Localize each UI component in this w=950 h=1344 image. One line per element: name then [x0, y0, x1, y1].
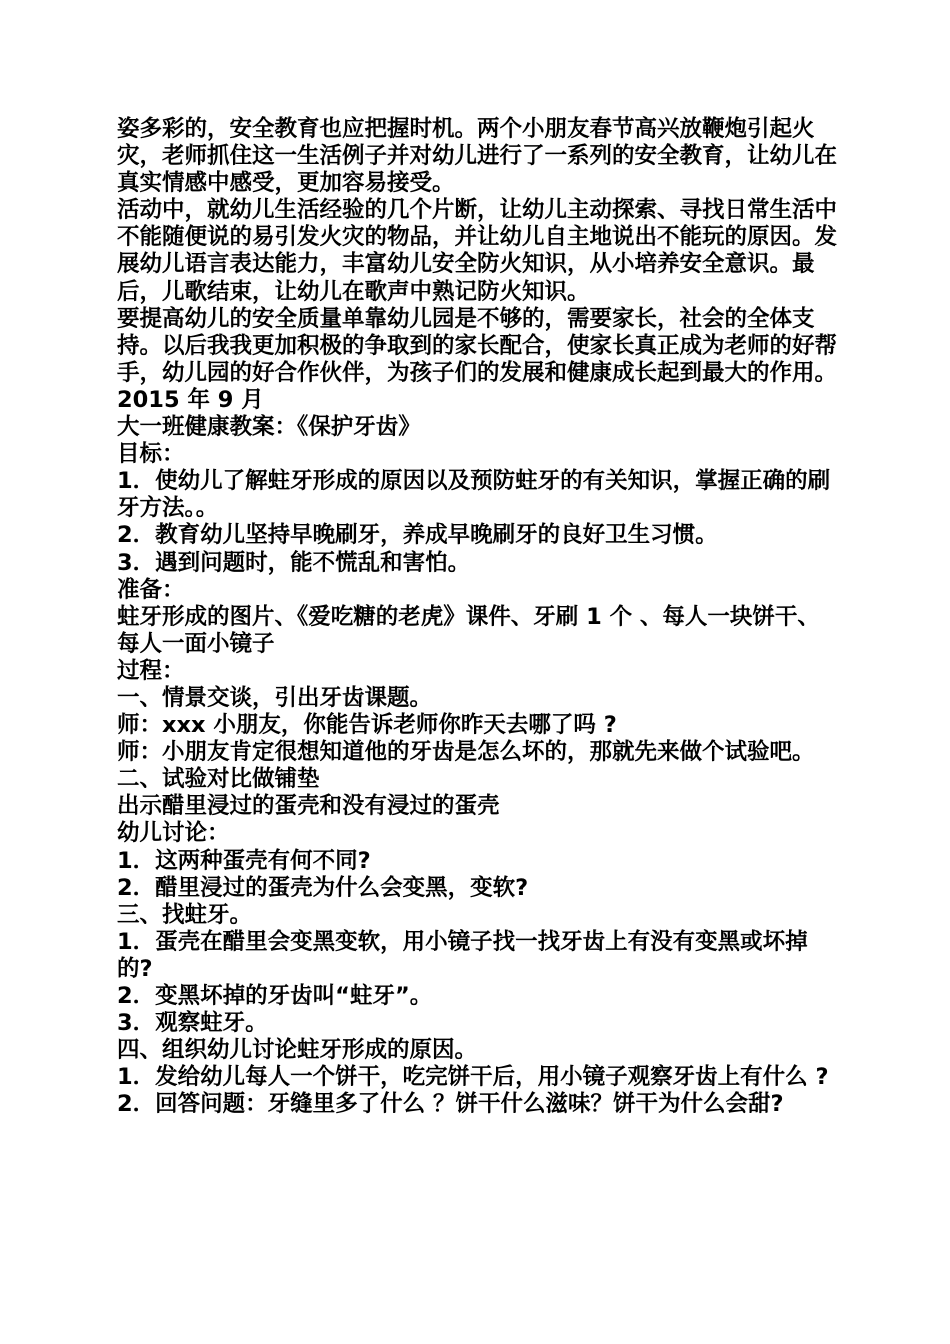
step-3-item-1: 1．蛋壳在醋里会变黑变软，用小镜子找一找牙齿上有没有变黑或坏掉的? — [117, 928, 808, 982]
goal-item-3: 3．遇到问题时，能不慌乱和害怕。 — [117, 549, 471, 576]
document-page — [117, 116, 837, 1118]
discussion-heading: 幼儿讨论： — [117, 820, 230, 847]
date-line: 2015 年 9 月 — [117, 386, 264, 413]
step-3-item-3: 3．观察蛀牙。 — [117, 1010, 268, 1037]
step-4-item-2: 2．回答问题：牙缝里多了什么 ？饼干什么滋味？饼干为什么会甜? — [117, 1091, 784, 1118]
section-process-heading: 过程： — [117, 657, 185, 684]
step-3-item-2: 2．变黑坏掉的牙齿叫“蛀牙”。 — [117, 983, 433, 1009]
section-preparation-heading: 准备： — [117, 576, 185, 603]
discussion-item-2: 2．醋里浸过的蛋壳为什么会变黑，变软? — [117, 874, 529, 901]
section-goals-heading: 目标： — [117, 441, 185, 468]
preparation-text: 蛀牙形成的图片、《爱吃糖的老虎》课件、牙刷 1 个 、每人一块饼干、每人一面小镜子 — [117, 603, 820, 657]
paragraph-safety-timing: 姿多彩的，安全教育也应把握时机。两个小朋友春节高兴放鞭炮引起火灾，老师抓住这一生活例子并对幼儿进行了一系列的安全教育，让幼儿在真实情感中感受，更加容易接受。 — [117, 116, 838, 197]
process-step-2-heading: 二、试验对比做铺垫 — [117, 766, 320, 793]
lesson-title: 大一班健康教案：《保护牙齿》 — [117, 414, 421, 441]
paragraph-activity: 活动中，就幼儿生活经验的几个片断，让幼儿主动探索、寻找日常生活中不能随便说的易引发火灾的物品，并让幼儿自主地说出不能玩的原因。发展幼儿语言表达能力，丰富幼儿安全防火知识，从小培养安全意识。最后，儿歌结束，让幼儿在歌声中熟记防火知识。 — [117, 197, 838, 305]
paragraph-family-support: 要提高幼儿的安全质量单靠幼儿园是不够的，需要家长，社会的全体支持。以后我我更加积极的争取到的家长配合，使家长真正成为老师的好帮手，幼儿园的好合作伙伴，为孩子们的发展和健康成长起到最大的作用。 — [117, 305, 838, 386]
goal-item-1: 1．使幼儿了解蛀牙形成的原因以及预防蛀牙的有关知识，掌握正确的刷牙方法。。 — [117, 468, 831, 522]
process-step-4-heading: 四、组织幼儿讨论蛀牙形成的原因。 — [117, 1037, 478, 1064]
discussion-item-1: 1．这两种蛋壳有何不同? — [117, 847, 371, 874]
step-4-item-1: 1．发给幼儿每人一个饼干，吃完饼干后，用小镜子观察牙齿上有什么 ? — [117, 1064, 829, 1091]
process-step-1-heading: 一、情景交谈，引出牙齿课题。 — [117, 684, 433, 711]
process-step-3-heading: 三、找蛀牙。 — [117, 901, 253, 928]
process-step-2-text: 出示醋里浸过的蛋壳和没有浸过的蛋壳 — [117, 793, 500, 820]
goal-item-2: 2．教育幼儿坚持早晚刷牙，养成早晚刷牙的良好卫生习惯。 — [117, 522, 718, 549]
teacher-line-1: 师：xxx 小朋友，你能告诉老师你昨天去哪了吗 ? — [117, 712, 617, 739]
teacher-line-2: 师：小朋友肯定很想知道他的牙齿是怎么坏的，那就先来做个试验吧。 — [117, 739, 815, 766]
